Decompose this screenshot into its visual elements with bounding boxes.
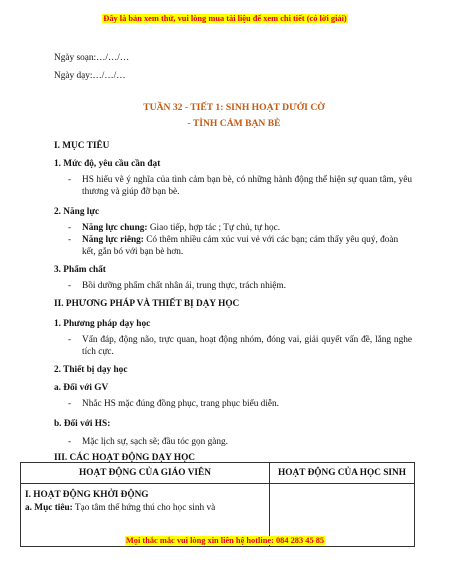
list-item-text [82, 222, 412, 234]
specific-competency-label: Năng lực riêng: [82, 235, 144, 245]
bullet-dash: - [68, 281, 72, 291]
section-methods-heading: II. PHƯƠNG PHÁP VÀ THIẾT BỊ DẠY HỌC [54, 299, 240, 309]
subheading-competencies: 2. Năng lực [54, 207, 100, 217]
date-prepared: Ngày soạn:…/…/… [54, 53, 130, 63]
bullet-dash: - [68, 223, 72, 233]
student-activity-header: HOẠT ĐỘNG CỦA HỌC SINH [270, 463, 415, 484]
specific-competency-text: Có thêm nhiều cảm xúc vui vẻ với các bạn; cảm thấy yêu quý, đoàn kết, gắn bó với bạn bè hơn. [82, 235, 399, 257]
objective-label: a. Mục tiêu: [25, 503, 73, 513]
hotline-banner [0, 536, 450, 545]
preview-notice-text: Đây là bản xem thử, vui lòng mua tài liệu để xem chi tiết (có lời giải) [103, 14, 347, 23]
preview-notice-banner [0, 14, 450, 23]
section-activities-heading: III. CÁC HOẠT ĐỘNG DẠY HỌC [54, 453, 196, 463]
activities-table [20, 462, 415, 547]
list-item-text: HS hiểu vẽ ý nghĩa của tình cảm bạn bè, có những hành động thể hiện sự quan tâm, yêu thương và giúp đỡ bạn bè. [82, 175, 412, 197]
date-taught: Ngày dạy:…/…/… [54, 71, 126, 81]
bullet-dash: - [68, 399, 72, 409]
subheading-qualities: 3. Phẩm chất [54, 265, 106, 275]
general-competency-text: Giao tiếp, hợp tác ; Tự chủ, tự học. [147, 223, 281, 233]
subheading-for-teacher: a. Đối với GV [54, 383, 109, 393]
subheading-for-students: b. Đối với HS: [54, 419, 111, 429]
list-item-text: Mặc lịch sự, sạch sẽ; đầu tóc gọn gàng. [82, 437, 229, 447]
subheading-requirements: 1. Mức độ, yêu cầu cần đạt [54, 159, 161, 169]
subheading-teaching-methods: 1. Phương pháp dạy học [54, 319, 151, 329]
bullet-dash: - [68, 437, 72, 447]
list-item-text: Bồi dưỡng phẩm chất nhân ái, trung thực, trách nhiệm. [82, 281, 286, 291]
subheading-equipment: 2. Thiết bị dạy học [54, 365, 128, 375]
list-item-text: Nhắc HS mặc đúng đồng phục, trang phục biểu diễn. [82, 399, 279, 409]
objective-line [25, 503, 265, 513]
list-item-text: Vấn đáp, động não, trực quan, hoạt động nhóm, đóng vai, giải quyết vấn đề, lắng nghe tích cực. [82, 335, 412, 357]
section-objectives-heading: I. MỤC TIÊU [54, 141, 110, 151]
objective-text: Tạo tâm thế hứng thú cho học sinh và [72, 503, 216, 513]
hotline-text: Mọi thắc mắc vui lòng xin liên hệ hotline: 084 283 45 85 [125, 536, 325, 545]
bullet-dash: - [68, 175, 72, 185]
warmup-activity-title: I. HOẠT ĐỘNG KHỞI ĐỘNG [25, 490, 149, 500]
bullet-dash: - [68, 235, 72, 245]
bullet-dash: - [68, 335, 72, 345]
table-header-row [21, 463, 415, 484]
list-item-text [82, 234, 412, 258]
teacher-activity-header: HOẠT ĐỘNG CỦA GIÁO VIÊN [21, 463, 270, 484]
lesson-subtitle: - TÌNH CẢM BẠN BÈ [187, 118, 281, 129]
general-competency-label: Năng lực chung: [82, 223, 148, 233]
lesson-title: TUẦN 32 - TIẾT 1: SINH HOẠT DƯỚI CỜ [143, 102, 325, 113]
